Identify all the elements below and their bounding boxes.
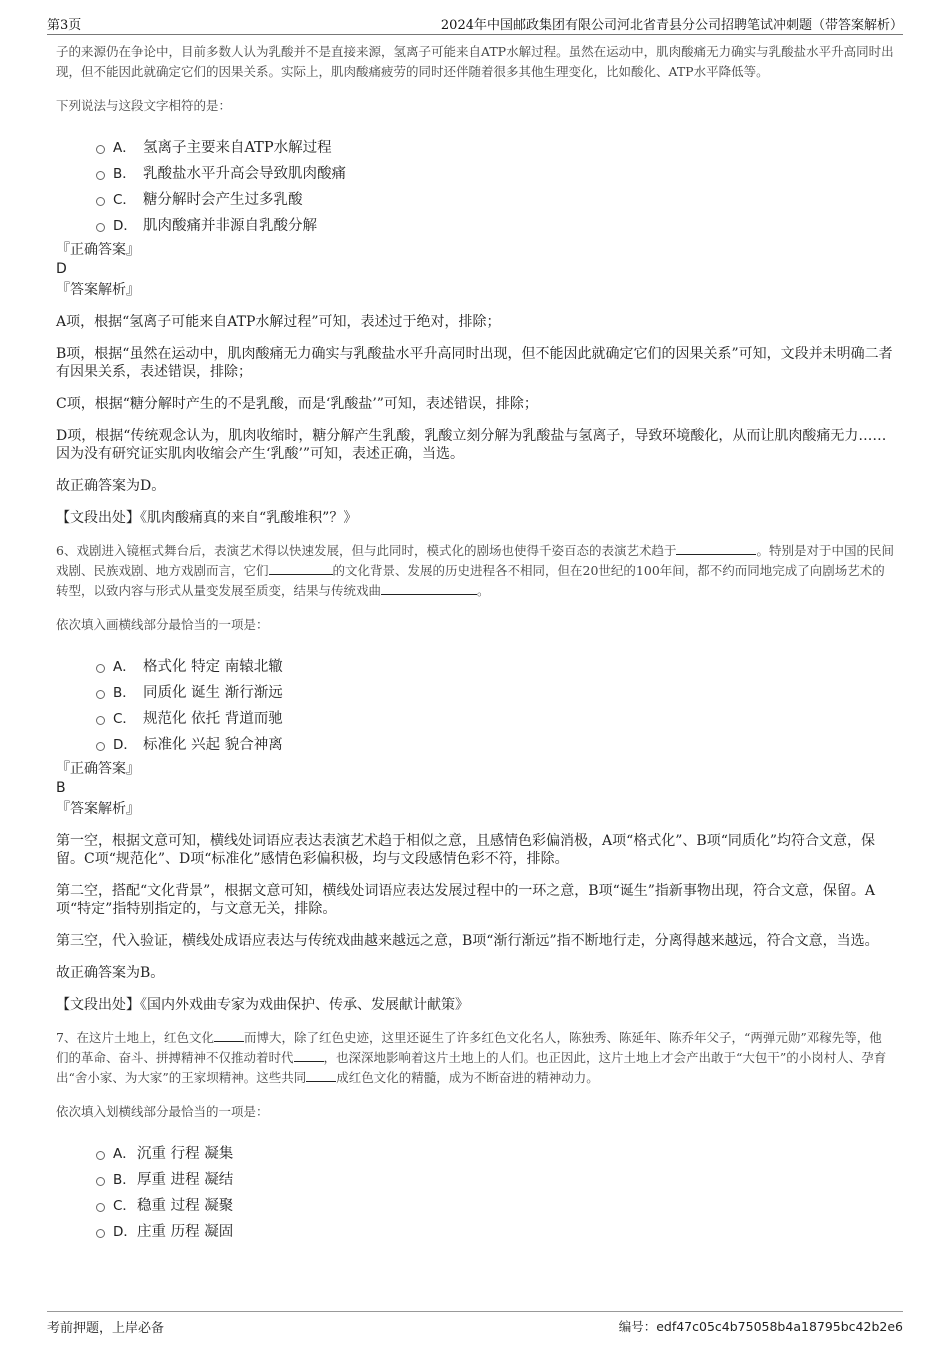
radio-icon[interactable] — [96, 1203, 105, 1212]
radio-icon[interactable] — [96, 145, 105, 154]
q5-analysis-c: C项，根据“糖分解时产生的不是乳酸，而是‘乳酸盐’”可知，表述错误，排除； — [56, 396, 538, 412]
blank-line — [269, 562, 333, 575]
q5-analysis-conclusion: 故正确答案为D。 — [56, 478, 166, 494]
blank-line — [676, 542, 756, 555]
q6-option-c[interactable]: C． 规范化 依托 背道而驰 — [96, 704, 894, 730]
q5-source: 【文段出处】《肌肉酸痛真的来自“乳酸堆积”？》 — [56, 510, 358, 526]
page-number: 第3页 — [47, 18, 82, 33]
q5-answer-label: 『正确答案』 — [56, 242, 140, 258]
q6-option-d[interactable]: D． 标准化 兴起 貌合神离 — [96, 730, 894, 756]
q5-analysis-label: 『答案解析』 — [56, 282, 140, 298]
page-content — [56, 42, 894, 1243]
q6-passage: 6、戏剧进入镜框式舞台后，表演艺术得以快速发展，但与此同时，模式化的剧场也使得千姿百态的表演艺术趋于 。特别是对于中国的民间戏剧、民族戏剧、地方戏剧而言，它们 的文化背景、发展的历史进程各不相同，但在20世纪的100年间，都不约而同地完成了向剧场艺术的转型，以致内容与形式从量变发展至质变，结果与传统戏曲 。 — [56, 543, 894, 598]
q5-passage: 子的来源仍在争论中，目前多数人认为乳酸并不是直接来源，氢离子可能来自ATP水解过程。虽然在运动中，肌肉酸痛无力确实与乳酸盐水平升高同时出现，但不能因此就确定它们的因果关系。实际上，肌肉酸痛疲劳的同时还伴随着很多其他生理变化，比如酸化、ATP水平降低等。 — [56, 44, 894, 79]
page-footer — [47, 1311, 903, 1338]
q6-option-b[interactable]: B． 同质化 诞生 渐行渐远 — [96, 678, 894, 704]
page-header — [47, 12, 903, 35]
radio-icon[interactable] — [96, 223, 105, 232]
q7-option-a[interactable]: A． 沉重 行程 凝集 — [96, 1139, 894, 1165]
q5-options — [96, 133, 894, 237]
radio-icon[interactable] — [96, 197, 105, 206]
q6-answer-value: B — [56, 780, 66, 796]
q7-option-b[interactable]: B． 厚重 进程 凝结 — [96, 1165, 894, 1191]
document-code: 编号：edf47c05c4b75058b4a18795bc42b2e6 — [618, 1319, 903, 1334]
q6-analysis-conclusion: 故正确答案为B。 — [56, 965, 165, 981]
blank-line — [294, 1049, 324, 1062]
q5-option-c[interactable]: C． 糖分解时会产生过多乳酸 — [96, 185, 894, 211]
q6-analysis-label: 『答案解析』 — [56, 801, 140, 817]
document-title: 2024年中国邮政集团有限公司河北省青县分公司招聘笔试冲刺题（带答案解析） — [440, 18, 903, 33]
q7-option-c[interactable]: C． 稳重 过程 凝聚 — [96, 1191, 894, 1217]
q6-option-a[interactable]: A． 格式化 特定 南辕北辙 — [96, 652, 894, 678]
q5-option-b[interactable]: B． 乳酸盐水平升高会导致肌肉酸痛 — [96, 159, 894, 185]
q6-analysis-2: 第二空，搭配“文化背景”，根据文意可知，横线处词语应表达发展过程中的一环之意，B项“诞生”指新事物出现，符合文意，保留。A项“特定”指特别指定的，与文意无关，排除。 — [56, 883, 876, 917]
radio-icon[interactable] — [96, 664, 105, 673]
q6-answer-label: 『正确答案』 — [56, 761, 140, 777]
blank-line — [214, 1029, 244, 1042]
q5-answer-value: D — [56, 261, 67, 277]
q5-option-a[interactable]: A． 氢离子主要来自ATP水解过程 — [96, 133, 894, 159]
q7-option-d[interactable]: D． 庄重 历程 凝固 — [96, 1217, 894, 1243]
blank-line — [306, 1069, 336, 1082]
q6-source: 【文段出处】《国内外戏曲专家为戏曲保护、传承、发展献计献策》 — [56, 997, 469, 1013]
q6-analysis-3: 第三空，代入验证，横线处成语应表达与传统戏曲越来越远之意，B项“渐行渐远”指不断地行走，分离得越来越远，符合文意，当选。 — [56, 933, 879, 949]
radio-icon[interactable] — [96, 716, 105, 725]
radio-icon[interactable] — [96, 690, 105, 699]
q5-analysis-d: D项，根据“传统观念认为，肌肉收缩时，糖分解产生乳酸，乳酸立刻分解为乳酸盐与氢离子，导致环境酸化，从而让肌肉酸痛无力……因为没有研究证实肌肉收缩会产生‘乳酸’”可知，表述正确，当选。 — [56, 428, 887, 462]
radio-icon[interactable] — [96, 742, 105, 751]
q5-analysis-b: B项，根据“虽然在运动中，肌肉酸痛无力确实与乳酸盐水平升高同时出现，但不能因此就确定它们的因果关系”可知，文段并未明确二者有因果关系，表述错误，排除； — [56, 346, 893, 380]
q5-prompt: 下列说法与这段文字相符的是： — [56, 98, 232, 113]
radio-icon[interactable] — [96, 171, 105, 180]
blank-line — [381, 582, 477, 595]
q7-options — [96, 1139, 894, 1243]
radio-icon[interactable] — [96, 1229, 105, 1238]
q6-analysis-1: 第一空，根据文意可知，横线处词语应表达表演艺术趋于相似之意，且感情色彩偏消极，A项“格式化”、B项“同质化”均符合文意，保留。C项“规范化”、D项“标准化”感情色彩偏积极，均与文段感情色彩不符，排除。 — [56, 833, 876, 867]
q7-prompt: 依次填入划横线部分最恰当的一项是： — [56, 1104, 269, 1119]
q5-option-d[interactable]: D． 肌肉酸痛并非源自乳酸分解 — [96, 211, 894, 237]
radio-icon[interactable] — [96, 1151, 105, 1160]
q5-analysis-a: A项，根据“氢离子可能来自ATP水解过程”可知，表述过于绝对，排除； — [56, 314, 501, 330]
q6-prompt: 依次填入画横线部分最恰当的一项是： — [56, 617, 269, 632]
q7-passage: 7、在这片土地上，红色文化 而博大，除了红色史迹，这里还诞生了许多红色文化名人，陈独秀、陈延年、陈乔年父子，“两弹元勋”邓稼先等，他们的革命、奋斗、拼搏精神不仅推动着时代 ，也深深地影响着这片土地上的人们。也正因此，这片土地上才会产出敢于“大包干”的小岗村人、孕育出“舍小家、为大家”的王家坝精神。这些共同 成红色文化的精髓，成为不断奋进的精神动力。 — [56, 1030, 887, 1085]
q6-options — [96, 652, 894, 756]
footer-slogan: 考前押题，上岸必备 — [47, 1321, 165, 1336]
radio-icon[interactable] — [96, 1177, 105, 1186]
